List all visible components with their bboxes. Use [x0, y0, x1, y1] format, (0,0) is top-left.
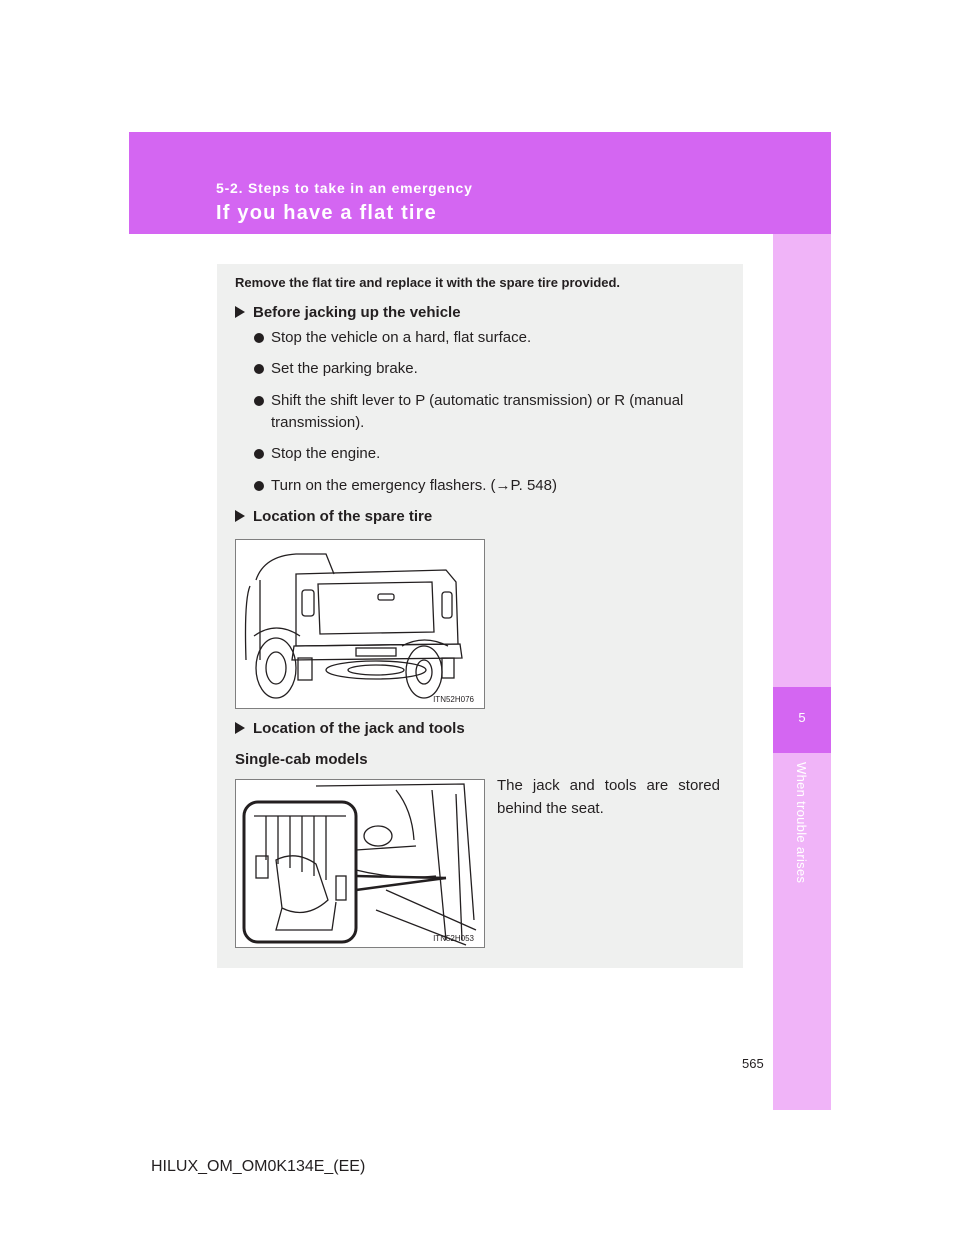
chapter-label: When trouble arises	[794, 762, 809, 884]
bullet-icon	[254, 364, 264, 374]
figure-code: ITN52H076	[433, 695, 474, 704]
document-code: HILUX_OM_OM0K134E_(EE)	[151, 1158, 366, 1175]
section-title: 5-2. Steps to take in an emergency	[216, 180, 473, 196]
heading-spare-tire	[235, 508, 432, 525]
cab-interior-illustration	[236, 780, 484, 947]
bullet-icon	[254, 333, 264, 343]
truck-rear-illustration	[236, 540, 484, 708]
content-panel	[217, 264, 743, 968]
heading-text: Location of the jack and tools	[253, 720, 465, 737]
page-header	[129, 132, 831, 234]
figure-code: ITN52H053	[433, 934, 474, 943]
chapter-number: 5	[798, 710, 806, 725]
page-title: If you have a flat tire	[216, 202, 437, 224]
heading-text: Before jacking up the vehicle	[253, 304, 461, 321]
square-bullet-icon	[235, 306, 245, 318]
bullet-icon	[254, 481, 264, 491]
spare-tire-figure	[235, 539, 485, 709]
page-number: 565	[742, 1056, 764, 1071]
heading-before-jacking	[235, 304, 461, 321]
chapter-side-tab	[773, 234, 831, 1110]
square-bullet-icon	[235, 722, 245, 734]
heading-jack-tools	[235, 720, 465, 737]
bullet-icon	[254, 449, 264, 459]
intro-text: Remove the flat tire and replace it with the spare tire provided.	[235, 275, 621, 290]
subheading-single-cab: Single-cab models	[235, 751, 368, 768]
list-item	[254, 327, 734, 349]
list-item-text: Set the parking brake.	[271, 360, 418, 377]
list-item	[254, 358, 734, 380]
list-item	[254, 390, 734, 434]
square-bullet-icon	[235, 510, 245, 522]
bullet-icon	[254, 396, 264, 406]
heading-text: Location of the spare tire	[253, 508, 433, 525]
list-item	[254, 443, 734, 465]
list-item	[254, 475, 734, 497]
list-item-text: Shift the shift lever to P (automatic transmission) or R (manual transmission).	[271, 392, 684, 431]
jack-tools-description: The jack and tools are stored behind the seat.	[497, 777, 720, 817]
list-item-text: Stop the vehicle on a hard, flat surface.	[271, 329, 532, 346]
list-item-text: Turn on the emergency flashers. (→P. 548)	[271, 477, 557, 494]
jack-tools-figure	[235, 779, 485, 948]
list-item-text: Stop the engine.	[271, 445, 381, 462]
